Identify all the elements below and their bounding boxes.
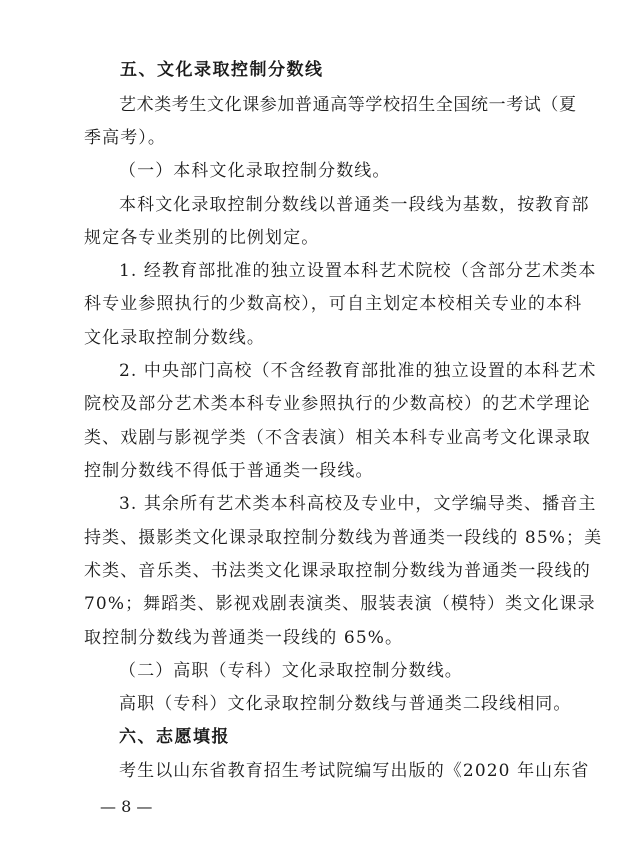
section-5-heading: 五、文化录取控制分数线 xyxy=(120,60,324,80)
item-2-line-1: 2. 中央部门高校（不含经教育部批准的独立设置的本科艺术 xyxy=(119,361,597,381)
item-2-line-2: 院校及部分艺术类本科专业参照执行的少数高校）的艺术学理论 xyxy=(84,394,591,414)
item-2-line-4: 控制分数线不得低于普通类一段线。 xyxy=(84,461,374,481)
intro-line-1-text: 艺术类考生文化课参加普通高等学校招生全国统一考试（夏 xyxy=(119,95,577,115)
item-3-line-3: 术类、音乐类、书法类文化课录取控制分数线为普通类一段线的 xyxy=(84,561,591,581)
item-3-line-4: 70%；舞蹈类、影视戏剧表演类、服装表演（模特）类文化课录 xyxy=(84,594,596,614)
subsection-1-para-line-1: 本科文化录取控制分数线以普通类一段线为基数，按教育部 xyxy=(119,195,590,215)
section-6-para-line-1: 考生以山东省教育招生考试院编写出版的《2020 年山东省 xyxy=(119,761,590,781)
subsection-2-para: 高职（专科）文化录取控制分数线与普通类二段线相同。 xyxy=(119,694,572,714)
item-3-line-5: 取控制分数线为普通类一段线的 65%。 xyxy=(84,628,404,648)
item-1-line-1: 1. 经教育部批准的独立设置本科艺术院校（含部分艺术类本 xyxy=(119,261,597,281)
section-5-intro-line-1 xyxy=(119,94,577,116)
item-1-line-2: 科专业参照执行的少数高校），可自主划定本校相关专业的本科 xyxy=(84,294,583,314)
subsection-2-heading: （二）高职（专科）文化录取控制分数线。 xyxy=(119,661,463,681)
item-1-line-3: 文化录取控制分数线。 xyxy=(84,328,265,348)
section-5-intro-line-2: 季高考）。 xyxy=(84,128,166,148)
item-3-line-2: 持类、摄影类文化课录取控制分数线为普通类一段线的 85%；美 xyxy=(84,528,603,548)
subsection-1-heading: （一）本科文化录取控制分数线。 xyxy=(119,161,391,181)
subsection-1-para-line-2: 规定各专业类别的比例划定。 xyxy=(84,228,320,248)
item-3-line-1: 3. 其余所有艺术类本科高校及专业中，文学编导类、播音主 xyxy=(119,494,597,514)
item-2-line-3: 类、戏剧与影视学类（不含表演）相关本科专业高考文化课录取 xyxy=(84,428,591,448)
page-number: — 8 — xyxy=(100,797,153,816)
section-6-heading: 六、志愿填报 xyxy=(119,727,230,747)
